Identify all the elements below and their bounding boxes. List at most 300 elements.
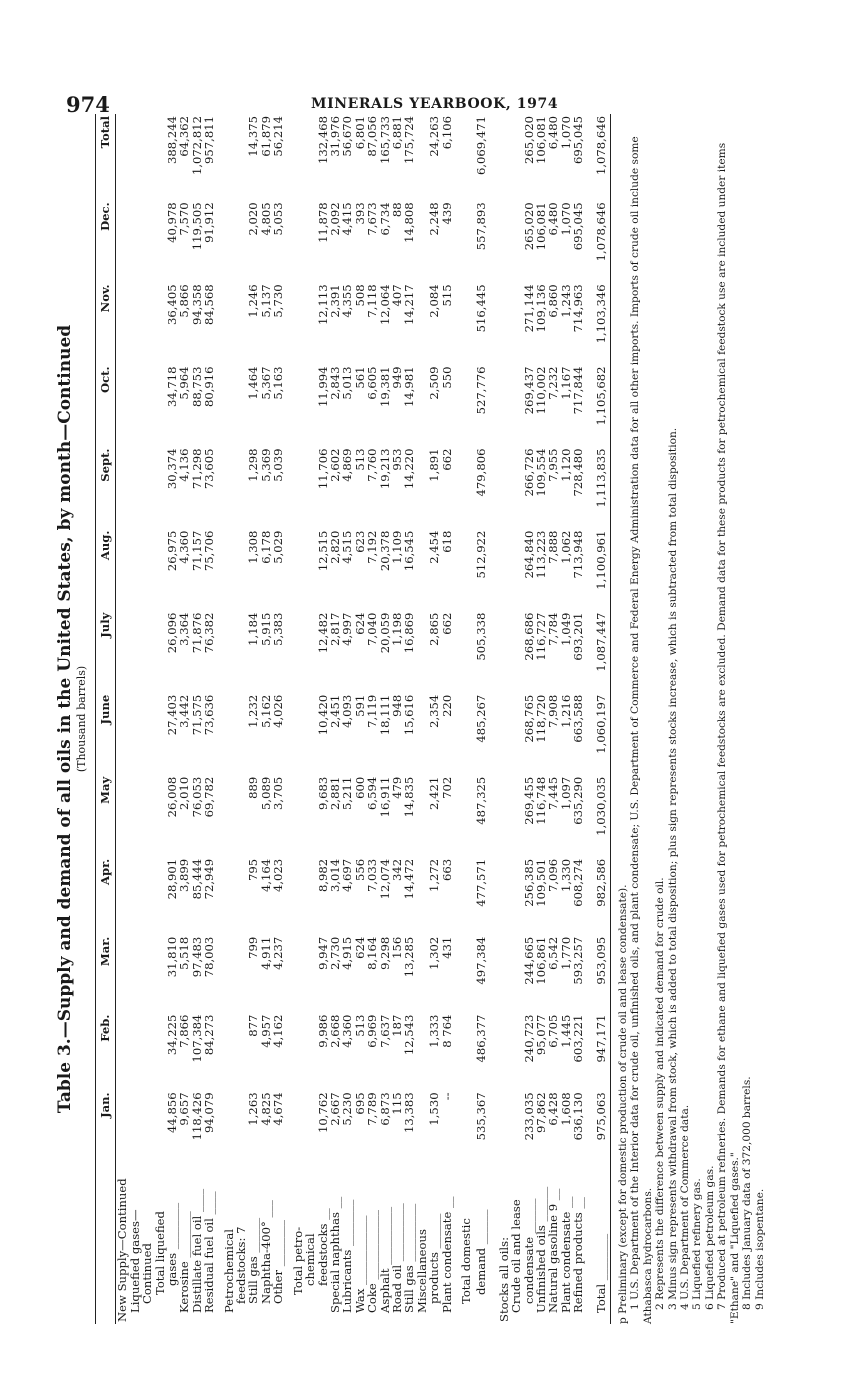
cell-value: 64,362	[177, 116, 192, 157]
cell-value: 14,217	[402, 284, 417, 325]
row-label: Stocks all oils:	[496, 1236, 511, 1322]
cell-value	[491, 200, 498, 282]
cell-value	[292, 529, 304, 611]
cell-value: 6,881	[389, 116, 404, 150]
cell-value	[285, 857, 292, 935]
cell-value: 1,113,835	[592, 447, 611, 529]
cell-value: 27,403	[165, 694, 180, 736]
cell-value: 662	[439, 612, 454, 635]
cell-value: 636,130	[571, 1092, 586, 1141]
cell-value	[498, 114, 510, 200]
table-row	[247, 114, 259, 1324]
cell-value: 4,415	[340, 202, 355, 236]
cell-value: 36,405	[165, 284, 180, 325]
cell-value: 94,079	[202, 1092, 217, 1133]
cell-value: 268,686	[521, 612, 536, 661]
row-label: products ______	[427, 1213, 442, 1304]
row-label: Other ________	[271, 1219, 286, 1304]
cell-value	[498, 529, 510, 611]
table-row	[141, 114, 153, 1324]
cell-value: 6,069,471	[474, 116, 489, 176]
cell-value: 8,982	[315, 858, 330, 893]
cell-value	[498, 1090, 510, 1168]
cell-value: 1,049	[558, 612, 573, 646]
cell-value: 5,211	[340, 776, 355, 810]
cell-value	[292, 775, 304, 857]
cell-value	[223, 282, 235, 364]
cell-value: 1,198	[389, 612, 404, 646]
cell-value	[460, 200, 472, 282]
cell-value	[223, 1013, 235, 1091]
cell-value: 2,865	[427, 612, 442, 646]
table-row	[304, 114, 316, 1324]
cell-value	[498, 693, 510, 775]
column-header: Sept.	[96, 447, 116, 529]
cell-value: 513	[352, 448, 367, 471]
cell-value	[116, 529, 129, 611]
row-label: Natural gasoline 9 __	[546, 1188, 561, 1313]
row-label: Petrochemical	[221, 1229, 236, 1313]
cell-value: 15,616	[402, 694, 417, 736]
cell-value: 7,789	[365, 1092, 380, 1126]
cell-value: 6,542	[546, 936, 561, 970]
cell-value: 97,862	[534, 1092, 548, 1133]
cell-value	[304, 775, 316, 857]
cell-value: 26,096	[165, 612, 180, 654]
cell-value	[460, 935, 472, 1013]
cell-value	[223, 200, 235, 282]
cell-value: 4,093	[340, 694, 355, 728]
cell-value	[585, 529, 592, 611]
cell-value: 4,360	[340, 1014, 355, 1048]
cell-value: 26,975	[165, 530, 180, 572]
cell-value: 7,955	[546, 448, 561, 482]
cell-value	[453, 1013, 460, 1091]
cell-value: 497,384	[474, 936, 489, 985]
footnote: 8 Includes January data of 372,000 barrels.	[741, 1076, 754, 1310]
table-row	[498, 114, 510, 1324]
cell-value	[453, 1090, 460, 1168]
cell-value	[129, 447, 141, 529]
cell-value: 3,014	[327, 858, 342, 893]
cell-value: 14,981	[402, 366, 417, 408]
cell-value: 34,718	[165, 366, 180, 408]
cell-value: 76,382	[202, 612, 217, 654]
table-row	[572, 114, 584, 1324]
cell-value: 3,899	[177, 858, 192, 893]
cell-value	[304, 200, 316, 282]
cell-value: 5,383	[271, 612, 286, 646]
row-label: gases ________	[165, 1202, 180, 1286]
cell-value: 7,445	[546, 776, 561, 810]
cell-value	[510, 611, 522, 693]
cell-value	[585, 364, 592, 446]
cell-value: 1,184	[246, 612, 261, 646]
cell-value	[129, 114, 141, 200]
footnotes	[617, 114, 766, 1324]
cell-value: 591	[352, 694, 367, 717]
cell-value: 2,354	[427, 694, 442, 728]
cell-value: 2,509	[427, 366, 442, 400]
cell-value	[585, 114, 592, 200]
cell-value	[129, 1013, 141, 1091]
cell-value: 19,213	[377, 448, 392, 490]
cell-value: 88,753	[189, 366, 204, 408]
cell-value: 14,808	[402, 202, 417, 243]
cell-value	[498, 1013, 510, 1091]
cell-value: 635,290	[571, 776, 586, 825]
table-row	[223, 114, 235, 1324]
cell-value: 24,263	[427, 116, 442, 157]
cell-value: 485,267	[474, 694, 489, 743]
footnote: 9 Includes isopentane.	[753, 1188, 766, 1310]
row-label: Road oil __________	[389, 1203, 404, 1313]
cell-value	[304, 529, 316, 611]
cell-value: 269,437	[521, 366, 536, 415]
cell-value	[285, 611, 292, 693]
cell-value: 76,053	[189, 776, 204, 818]
cell-value: 7,673	[365, 202, 380, 236]
cell-value: 4,360	[177, 530, 192, 564]
cell-value: 13,383	[402, 1092, 417, 1133]
cell-value	[460, 693, 472, 775]
cell-value: 87,056	[365, 116, 380, 157]
cell-value: 220	[439, 694, 454, 717]
cell-value: 949	[389, 366, 404, 389]
cell-value: 1,120	[558, 448, 573, 482]
cell-value	[285, 693, 292, 775]
cell-value: 6,106	[439, 116, 454, 150]
table-row	[472, 114, 490, 1324]
cell-value	[304, 857, 316, 935]
cell-value: 165,733	[377, 116, 392, 164]
cell-value	[129, 364, 141, 446]
cell-value	[292, 857, 304, 935]
running-head: MINERALS YEARBOOK, 1974	[311, 96, 559, 112]
cell-value: 84,273	[202, 1014, 217, 1056]
footnote: 7 Produced at petroleum refineries. Demands for ethane and liquefied gases used for petrochemical feedstocks are excluded. Demand data for these products for petrochemical feedstock use are included under items "Ethane" and "Liquefied gases."	[716, 142, 741, 1324]
cell-value: 477,571	[474, 858, 489, 907]
cell-value: 71,876	[189, 612, 204, 654]
cell-value	[129, 282, 141, 364]
cell-value	[460, 611, 472, 693]
cell-value: 1,308	[246, 530, 261, 564]
cell-value: 439	[439, 202, 454, 225]
cell-value: 702	[439, 776, 454, 799]
cell-value: 7,232	[546, 366, 561, 400]
cell-value: 717,844	[571, 366, 586, 415]
cell-value: 1,216	[558, 694, 573, 728]
row-label: New Supply—Continued	[115, 1178, 130, 1322]
cell-value	[453, 529, 460, 611]
column-header: Aug.	[96, 529, 116, 611]
cell-value: 9,986	[315, 1014, 330, 1048]
cell-value	[116, 200, 129, 282]
row-label: Kerosine ________	[177, 1211, 192, 1313]
cell-value	[510, 693, 522, 775]
row-label: Plant condensate __	[439, 1196, 454, 1313]
cell-value: 2,451	[327, 694, 342, 728]
cell-value	[141, 529, 153, 611]
cell-value: 1,891	[427, 448, 442, 482]
row-label: Wax ____________	[352, 1215, 367, 1313]
cell-value: 4,023	[271, 858, 286, 893]
cell-value	[285, 529, 292, 611]
table-row	[272, 114, 284, 1324]
row-label: Distillate fuel oil ____	[189, 1188, 204, 1313]
cell-value: 266,726	[521, 448, 536, 497]
spacer-row	[285, 114, 292, 1324]
cell-value	[460, 1013, 472, 1091]
cell-value	[216, 693, 223, 775]
cell-value: 2,820	[327, 530, 342, 564]
table-row	[292, 114, 304, 1324]
cell-value	[304, 935, 316, 1013]
cell-value	[141, 1090, 153, 1168]
cell-value: 6,178	[258, 530, 273, 564]
cell-value: 109,136	[534, 284, 548, 333]
cell-value: 512,922	[474, 530, 489, 579]
cell-value	[141, 447, 153, 529]
cell-value	[129, 857, 141, 935]
cell-value: 4,355	[340, 284, 355, 318]
cell-value: 5,866	[177, 284, 192, 318]
cell-value: 624	[352, 612, 367, 635]
cell-value: 187	[389, 1014, 404, 1037]
cell-value: 7,096	[546, 858, 561, 893]
cell-value: 75,706	[202, 530, 217, 572]
cell-value	[116, 693, 129, 775]
table-subtitle: (Thousand barrels)	[75, 665, 88, 773]
cell-value: 2,730	[327, 936, 342, 970]
header-stub	[96, 1168, 116, 1324]
cell-value: 505,338	[474, 612, 489, 661]
cell-value: 18,111	[377, 694, 392, 736]
cell-value	[498, 611, 510, 693]
cell-value: 407	[389, 284, 404, 307]
cell-value: 84,568	[202, 284, 217, 325]
cell-value	[510, 1013, 522, 1091]
cell-value: 7,760	[365, 448, 380, 482]
cell-value: 14,220	[402, 448, 417, 490]
supply-demand-table	[95, 114, 611, 1324]
cell-value: 695,045	[571, 202, 586, 251]
cell-value: 91,912	[202, 202, 217, 243]
cell-value	[491, 935, 498, 1013]
cell-value	[585, 200, 592, 282]
cell-value: 26,008	[165, 776, 180, 818]
cell-value: 73,636	[202, 694, 217, 736]
cell-value: 14,375	[246, 116, 261, 157]
column-header: Apr.	[96, 857, 116, 935]
cell-value: 6,734	[377, 202, 392, 236]
cell-value	[223, 775, 235, 857]
cell-value: 11,994	[315, 366, 330, 408]
cell-value: 10,762	[315, 1092, 330, 1133]
cell-value	[292, 1090, 304, 1168]
footnote: 4 U.S. Department of Commerce data.	[679, 1104, 692, 1310]
cell-value	[453, 775, 460, 857]
cell-value: 4,026	[271, 694, 286, 728]
cell-value: 6,480	[546, 116, 561, 150]
cell-value: 516,445	[474, 284, 489, 333]
cell-value: 5,053	[271, 202, 286, 236]
cell-value: 6,969	[365, 1014, 380, 1048]
cell-value: 1,464	[246, 366, 261, 400]
cell-value	[510, 935, 522, 1013]
cell-value	[223, 447, 235, 529]
cell-value: 44,856	[165, 1092, 180, 1133]
cell-value: 31,976	[327, 116, 342, 157]
cell-value: 5,730	[271, 284, 286, 318]
cell-value	[510, 857, 522, 935]
cell-value	[491, 775, 498, 857]
cell-value: 342	[389, 858, 404, 881]
cell-value: 975,063	[592, 1090, 611, 1168]
cell-value: 982,586	[592, 857, 611, 935]
cell-value: 1,445	[558, 1014, 573, 1048]
cell-value: 728,480	[571, 448, 586, 497]
cell-value	[491, 857, 498, 935]
cell-value: 11,878	[315, 202, 330, 243]
cell-value: 85,444	[189, 858, 204, 900]
cell-value: 30,374	[165, 448, 180, 490]
cell-value: 1,109	[389, 530, 404, 564]
cell-value: 16,545	[402, 530, 417, 572]
cell-value: 5,013	[340, 366, 355, 400]
cell-value	[498, 775, 510, 857]
cell-value	[292, 1013, 304, 1091]
cell-value	[460, 114, 472, 200]
cell-value: 1,298	[246, 448, 261, 482]
cell-value	[141, 611, 153, 693]
cell-value: 268,765	[521, 694, 536, 743]
cell-value	[304, 1090, 316, 1168]
cell-value	[491, 529, 498, 611]
cell-value: 877	[246, 1014, 261, 1037]
cell-value: 69,782	[202, 776, 217, 818]
cell-value	[453, 364, 460, 446]
cell-value: 4,825	[258, 1092, 273, 1126]
cell-value: 244,665	[521, 936, 536, 985]
cell-value	[510, 775, 522, 857]
cell-value: 1,100,961	[592, 529, 611, 611]
cell-value: 4,869	[340, 448, 355, 482]
table-row	[403, 114, 415, 1324]
row-label: chemical	[303, 1233, 318, 1286]
cell-value: 1,078,646	[592, 200, 611, 282]
cell-value: 663,588	[571, 694, 586, 743]
cell-value: 431	[439, 936, 454, 959]
cell-value: 12,515	[315, 530, 330, 572]
cell-value: 513	[352, 1014, 367, 1037]
cell-value	[498, 282, 510, 364]
cell-value: 175,724	[402, 116, 417, 164]
cell-value: 97,483	[189, 936, 204, 978]
cell-value: 9,947	[315, 936, 330, 970]
footnote: p Preliminary (except for domestic production of crude oil and lease condensate).	[617, 884, 630, 1324]
cell-value: 106,081	[534, 202, 548, 251]
cell-value: 1,105,682	[592, 364, 611, 446]
cell-value: 2,020	[246, 202, 261, 236]
cell-value: 56,670	[340, 116, 355, 157]
cell-value	[129, 1090, 141, 1168]
cell-value	[116, 114, 129, 200]
cell-value: 2,010	[177, 776, 192, 810]
cell-value: 4,697	[340, 858, 355, 893]
cell-value: 2,881	[327, 776, 342, 810]
cell-value: 593,257	[571, 936, 586, 985]
cell-value: 799	[246, 936, 261, 959]
row-label: Continued	[140, 1243, 155, 1304]
cell-value: 9,298	[377, 936, 392, 970]
cell-value: 948	[389, 694, 404, 717]
cell-value	[223, 529, 235, 611]
cell-value: 5,163	[271, 366, 286, 400]
cell-value	[285, 935, 292, 1013]
cell-value: 95,077	[534, 1014, 548, 1056]
table-row	[441, 114, 453, 1324]
cell-value	[585, 935, 592, 1013]
cell-value	[304, 693, 316, 775]
cell-value: 953,095	[592, 935, 611, 1013]
cell-value: 28,901	[165, 858, 180, 900]
column-header: Total	[96, 114, 116, 200]
cell-value: 7,866	[177, 1014, 192, 1048]
cell-value: 61,879	[258, 116, 273, 157]
row-label: Coke ____________	[365, 1210, 380, 1313]
cell-value: 264,840	[521, 530, 536, 579]
column-header: July	[96, 611, 116, 693]
cell-value	[491, 364, 498, 446]
cell-value: 2,667	[327, 1092, 342, 1126]
cell-value: 2,668	[327, 1014, 342, 1048]
cell-value: 4,805	[258, 202, 273, 236]
cell-value: 535,367	[474, 1092, 489, 1141]
column-header: Feb.	[96, 1013, 116, 1091]
cell-value: 1,167	[558, 366, 573, 400]
cell-value: 14,472	[402, 858, 417, 900]
cell-value: 233,035	[521, 1092, 536, 1141]
cell-value: 393	[352, 202, 367, 225]
cell-value	[453, 200, 460, 282]
cell-value: 1,062	[558, 530, 573, 564]
cell-value: 5,039	[271, 448, 286, 482]
cell-value: 116,748	[534, 776, 548, 825]
row-label: Asphalt __________	[377, 1206, 392, 1313]
cell-value: 9,657	[177, 1092, 192, 1126]
cell-value	[453, 857, 460, 935]
cell-value: 479	[389, 776, 404, 799]
cell-value: 4,957	[258, 1014, 273, 1048]
cell-value: 7,192	[365, 530, 380, 564]
cell-value: 71,575	[189, 694, 204, 736]
cell-value: 119,505	[189, 202, 204, 251]
cell-value: 265,020	[521, 116, 536, 164]
cell-value	[223, 611, 235, 693]
cell-value	[116, 447, 129, 529]
cell-value: 5,367	[258, 366, 273, 400]
cell-value	[116, 1090, 129, 1168]
cell-value	[216, 1013, 223, 1091]
cell-value: 118,720	[534, 694, 548, 743]
cell-value: 5,518	[177, 936, 192, 970]
cell-value: 3,705	[271, 776, 286, 810]
cell-value	[116, 282, 129, 364]
cell-value	[491, 114, 498, 200]
cell-value: 12,064	[377, 284, 392, 325]
row-label: Liquefied gases—	[127, 1209, 142, 1313]
